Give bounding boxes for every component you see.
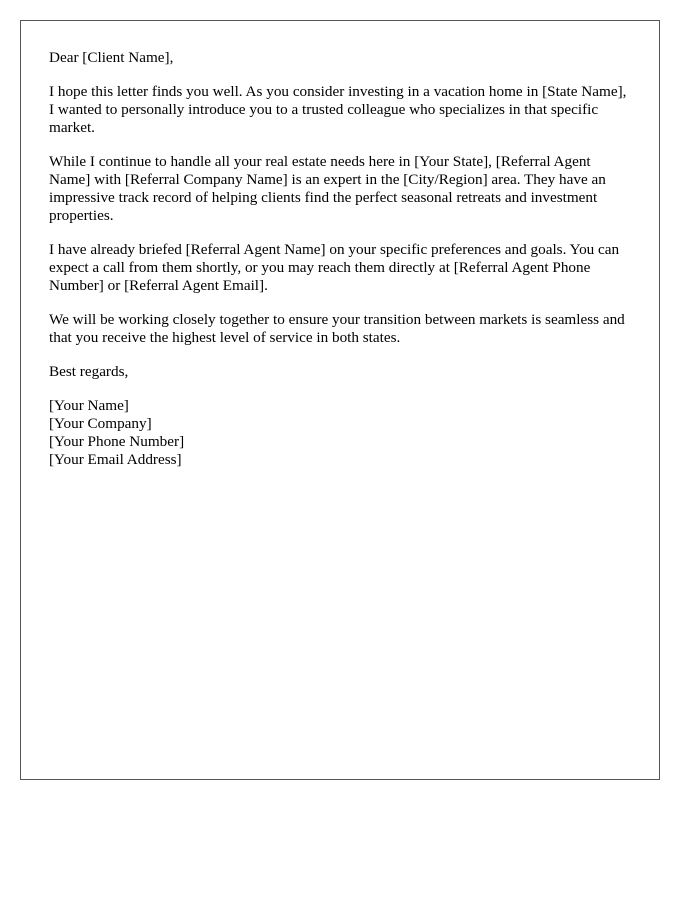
signature-phone: [Your Phone Number]	[49, 433, 185, 450]
paragraph-intro: I hope this letter finds you well. As you consider investing in a vacation home in [State Name], I wanted to personally introduce you to a trusted colleague who specializes in that specific market.	[49, 83, 627, 136]
salutation: Dear [Client Name],	[49, 49, 174, 66]
letter-page	[20, 20, 660, 780]
signature-company: [Your Company]	[49, 415, 152, 432]
signature-name: [Your Name]	[49, 397, 129, 414]
signature-block	[49, 397, 635, 469]
closing: Best regards,	[49, 363, 129, 380]
paragraph-briefing: I have already briefed [Referral Agent Name] on your specific preferences and goals. You can expect a call from them shortly, or you may reach them directly at [Referral Agent Phone Number] or [Referral Agent Email].	[49, 241, 620, 294]
letter-body	[49, 49, 635, 469]
paragraph-collaboration: We will be working closely together to ensure your transition between markets is seamless and that you receive the highest level of service in both states.	[49, 311, 625, 346]
signature-email: [Your Email Address]	[49, 451, 182, 468]
paragraph-referral: While I continue to handle all your real estate needs here in [Your State], [Referral Agent Name] with [Referral Company Name] is an expert in the [City/Region] area. They have an impressive track record of helping clients find the perfect seasonal retreats and investment properties.	[49, 153, 606, 224]
